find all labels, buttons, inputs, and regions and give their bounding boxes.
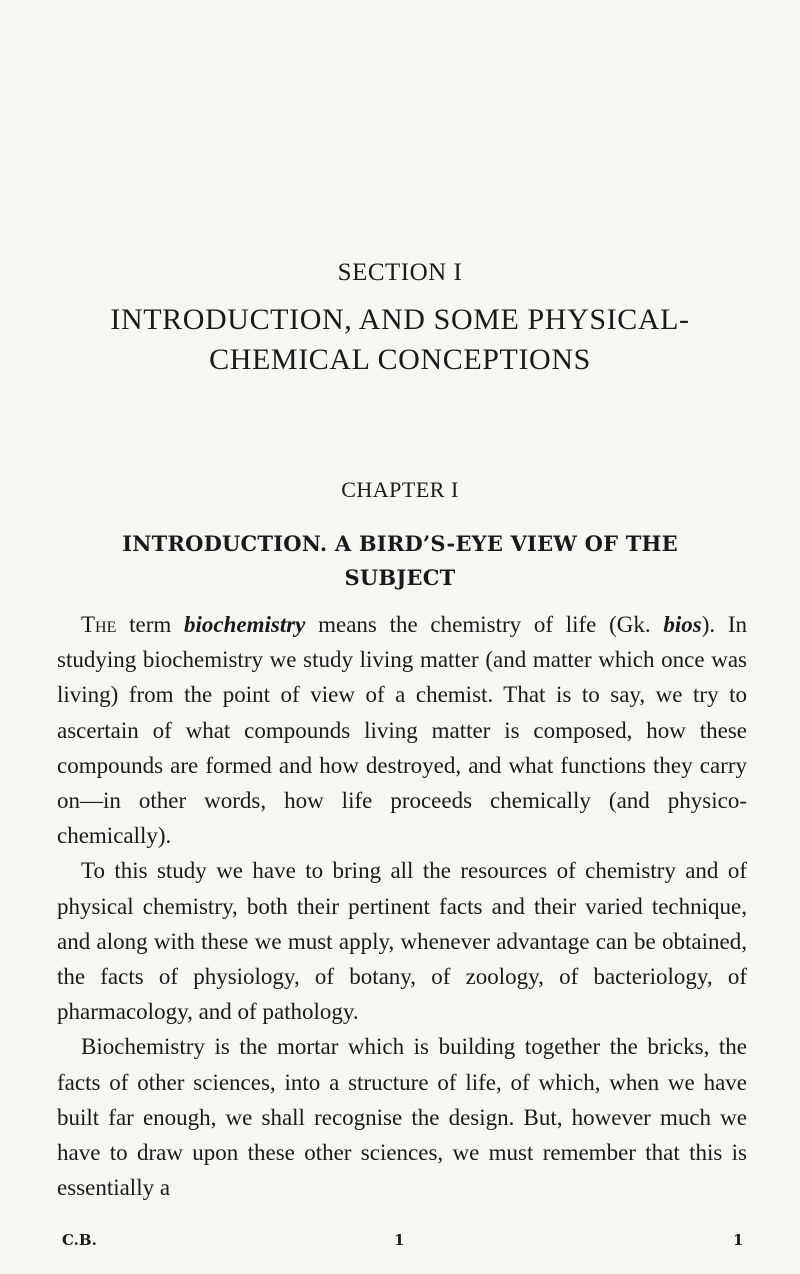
chapter-title-line-1: INTRODUCTION. A BIRD’S-EYE VIEW OF THE: [122, 531, 678, 556]
paragraph-1: [57, 607, 747, 853]
chapter-label: CHAPTER I: [341, 477, 459, 502]
chapter-title: [0, 527, 800, 595]
section-label: SECTION I: [337, 259, 463, 286]
footer-page-number: 1: [394, 1231, 405, 1249]
paragraph-2: To this study we have to bring all the resources of chemistry and of physical chemistry, both their pertinent facts and their varied technique, and along with these we must apply, whenever advantage can be obtained, the facts of physiology, of botany, of zoology, of bacteriology, of pharmacology, and of pathology.: [57, 858, 747, 1025]
term-biochemistry: biochemistry: [184, 612, 306, 637]
footer-sheet-number: 1: [733, 1231, 744, 1249]
paragraph-3: Biochemistry is the mortar which is building together the bricks, the facts of other sciences, into a structure of life, of which, when we have built far enough, we shall recognise the design. But, however much we have to draw upon these other sciences, we must remember that this is essentially a: [57, 1034, 747, 1201]
body-text: [57, 607, 747, 1205]
section-title-line-1: INTRODUCTION, AND SOME PHYSICAL-: [110, 303, 690, 336]
paragraph-lead-word: The: [81, 612, 117, 637]
paragraph-1-text-a: term: [116, 612, 184, 637]
paragraph-1-text-b: means the chemistry of life (Gk.: [305, 612, 664, 637]
footer-signature: C.B.: [62, 1231, 97, 1249]
section-title: [0, 300, 800, 380]
section-title-line-2: CHEMICAL CONCEPTIONS: [209, 343, 591, 376]
paragraph-1-text-c: ). In studying biochemistry we study living matter (and matter which once was living) from the point of view of a chemist. That is to say, we try to ascertain of what compounds living matter is composed, how these compounds are formed and how destroyed, and what functions they carry on—in other words, how life proceeds chemically (and physico-chemically).: [57, 612, 747, 849]
term-bios: bios: [663, 612, 702, 637]
chapter-title-line-2: SUBJECT: [344, 565, 456, 590]
